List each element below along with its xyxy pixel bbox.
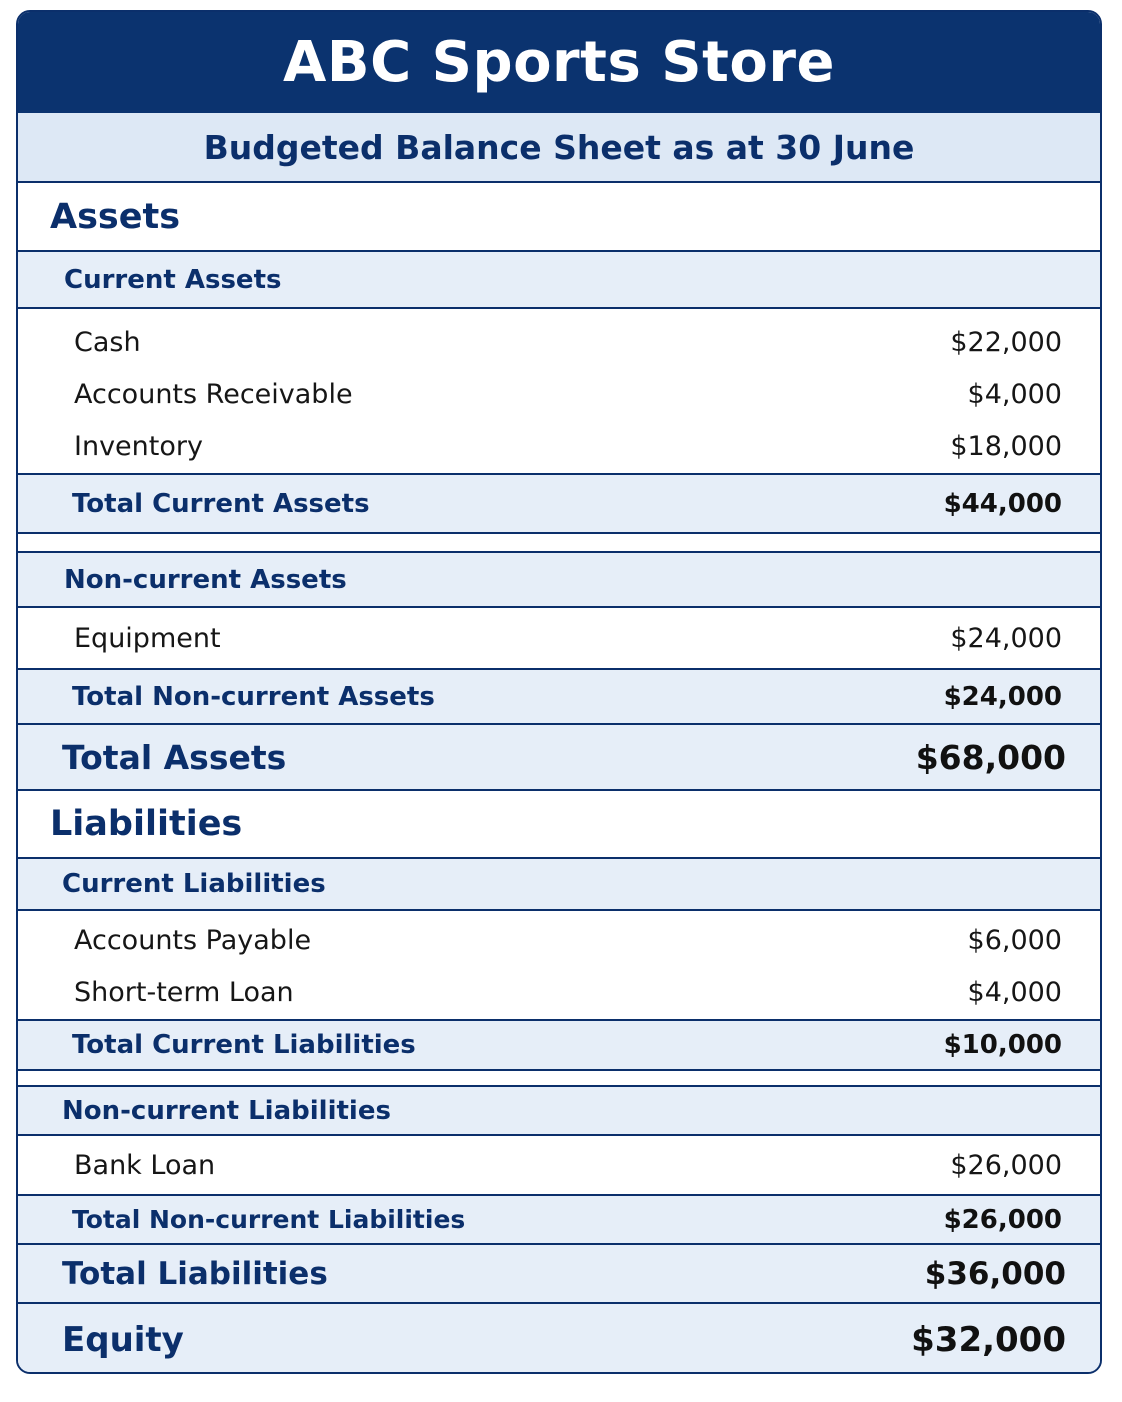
line-item-amount: $6,000 <box>967 924 1062 956</box>
total-liabilities-row <box>18 1245 1100 1304</box>
total-non-current-liabilities-row <box>18 1194 1100 1245</box>
line-item-amount: $4,000 <box>967 976 1062 1008</box>
equity-amount: $32,000 <box>911 1320 1066 1360</box>
line-item-label: Equipment <box>74 622 221 654</box>
current-liabilities-heading-label: Current Liabilities <box>62 869 326 899</box>
equity-row <box>18 1304 1100 1374</box>
line-item-label: Accounts Payable <box>74 924 312 956</box>
assets-heading <box>18 183 1100 252</box>
line-item-short-term-loan <box>18 965 1100 1019</box>
subtotal-label: Total Non-current Assets <box>72 681 435 712</box>
equity-label: Equity <box>62 1320 184 1360</box>
subtotal-label: Total Non-current Liabilities <box>72 1205 466 1234</box>
subtotal-amount: $44,000 <box>943 488 1062 519</box>
line-item-cash <box>18 316 1100 368</box>
non-current-liabilities-heading <box>18 1087 1100 1136</box>
current-assets-heading <box>18 252 1100 309</box>
line-item-accounts-payable <box>18 915 1100 965</box>
grand-total-label: Total Assets <box>62 737 287 777</box>
non-current-liabilities-heading-label: Non-current Liabilities <box>62 1095 391 1126</box>
store-title: ABC Sports Store <box>18 12 1100 113</box>
line-item-label: Short-term Loan <box>74 976 294 1008</box>
grand-total-amount: $36,000 <box>924 1255 1066 1292</box>
line-item-amount: $24,000 <box>950 622 1062 654</box>
subtotal-label: Total Current Liabilities <box>72 1030 416 1060</box>
current-liabilities-heading <box>18 859 1100 911</box>
liabilities-heading-label: Liabilities <box>50 804 243 844</box>
subtotal-amount: $24,000 <box>943 681 1062 712</box>
section-spacer <box>18 534 1100 553</box>
line-item-amount: $4,000 <box>967 378 1062 410</box>
balance-sheet <box>16 10 1102 1374</box>
line-item-label: Accounts Receivable <box>74 378 353 410</box>
line-item-equipment <box>18 608 1100 668</box>
line-item-amount: $26,000 <box>950 1149 1062 1181</box>
line-item-label: Cash <box>74 326 141 358</box>
sheet-subtitle: Budgeted Balance Sheet as at 30 June <box>18 113 1100 183</box>
current-assets-heading-label: Current Assets <box>64 264 282 295</box>
line-item-label: Inventory <box>74 431 203 462</box>
subtotal-amount: $26,000 <box>943 1204 1062 1235</box>
non-current-assets-heading-label: Non-current Assets <box>64 564 347 595</box>
total-current-liabilities-row <box>18 1019 1100 1071</box>
line-item-amount: $18,000 <box>950 431 1062 462</box>
section-spacer <box>18 1071 1100 1087</box>
total-assets-row <box>18 725 1100 791</box>
subtotal-label: Total Current Assets <box>72 488 370 519</box>
subtotal-amount: $10,000 <box>943 1030 1062 1060</box>
line-item-bank-loan <box>18 1136 1100 1194</box>
line-item-inventory <box>18 420 1100 473</box>
line-item-label: Bank Loan <box>74 1149 216 1181</box>
line-item-amount: $22,000 <box>950 326 1062 358</box>
line-item-accounts-receivable <box>18 368 1100 420</box>
total-non-current-assets-row <box>18 668 1100 725</box>
total-current-assets-row <box>18 473 1100 534</box>
assets-heading-label: Assets <box>50 196 181 237</box>
grand-total-amount: $68,000 <box>915 737 1066 777</box>
non-current-assets-heading <box>18 553 1100 608</box>
liabilities-heading <box>18 791 1100 859</box>
grand-total-label: Total Liabilities <box>62 1255 328 1292</box>
